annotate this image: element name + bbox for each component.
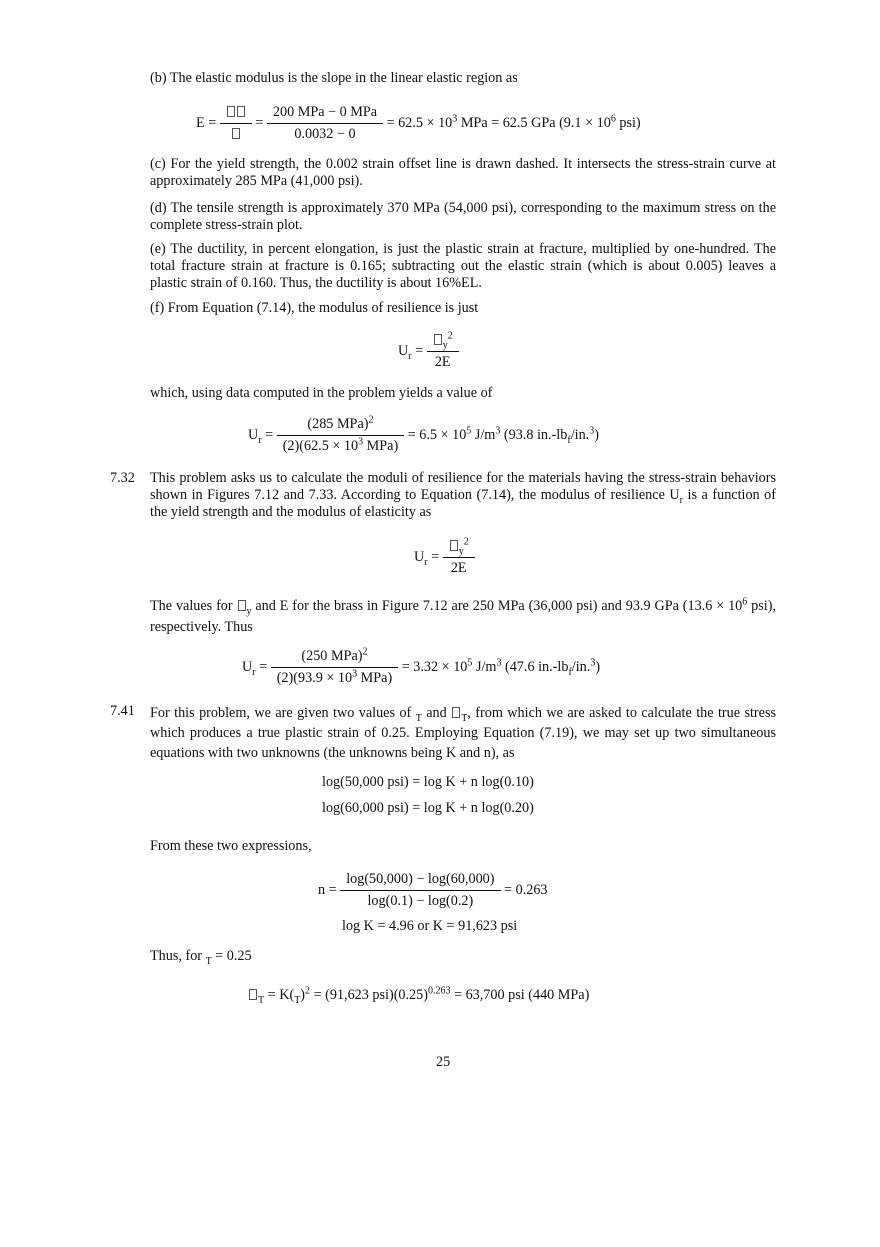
problem-number-7-41: 7.41	[110, 703, 135, 719]
missing-glyph-icon	[227, 106, 235, 117]
missing-glyph-icon	[450, 540, 458, 551]
para-7-32: This problem asks us to calculate the moduli of resilience for the materials having the stress-strain behaviors shown in Figures 7.12 and 7.33. According to Equation (7.14), the modulus of resilience $U_r$ is a function of the yield strength and the modulus of elasticity as	[150, 470, 777, 520]
problem-number-7-32: 7.32	[110, 470, 135, 486]
equation-resilience: $U_r$ = $\frac{_y^2}{2E}$	[398, 332, 459, 371]
missing-glyph-icon	[434, 334, 442, 345]
para-7-41: For this problem, we are given two values of $_T$ and $_T$, from which we are asked to calculate the true stress which produces a true plastic strain of 0.25. Employing Equation (7.19), we may set up two simultaneous equations with two unknowns (the unknowns being K and n), as	[150, 705, 776, 761]
page-number: 25	[436, 1054, 451, 1070]
para-b-intro: (b) The elastic modulus is the slope in the linear elastic region as	[150, 70, 518, 86]
para-e: (e) The ductility, in percent elongation, is just the plastic strain at fracture, multiplied by one-hundred. The total fracture strain at fracture is 0.165; subtracting out the elastic strain (which is about 0.005) leaves a plastic strain of 0.160. Thus, the ductility is about 16%EL.	[150, 241, 776, 291]
para-d: (d) The tensile strength is approximately 370 MPa (54,000 psi), corresponding to the maximum stress on the complete stress-strain plot.	[150, 200, 776, 233]
equation-brass-resilience: $U_r$ = $\frac{(250 MPa)^2}{(2)(93.9 \times 10^3 MPa)}$ = $3.32 \times 10^5$ $J/m^3$ (47.6 $in.-lb_f/in.^3$)	[242, 646, 601, 686]
fraction-symbolic	[220, 104, 252, 143]
missing-glyph-icon	[249, 989, 257, 1000]
para-7-32-values: The values for $_y$ and E for the brass in Figure 7.12 are 250 MPa (36,000 psi) and 93.9 GPa ($13.6 \times 10^6$ psi), respectively. Thus	[150, 596, 776, 635]
para-from-expressions: From these two expressions,	[150, 838, 312, 854]
equation-n: n = $\frac{\log(50,000) - \log(60,000)}{\log(0.1) - \log(0.2)}$ = 0.263	[318, 871, 548, 909]
missing-glyph-icon	[238, 600, 246, 611]
missing-glyph-icon	[232, 128, 240, 139]
equation-logk: log K = 4.96 or K = 91,623 psi	[342, 918, 518, 934]
equation-log-2: log(60,000 psi) = log K + n log(0.20)	[322, 800, 534, 816]
eq-rhs: = $62.5 \times 10^3$ MPa = 62.5 GPa ($9.1 \times 10^6$ psi)	[386, 113, 641, 131]
para-c: (c) For the yield strength, the 0.002 strain offset line is drawn dashed. It intersects the stress-strain curve at approximately 285 MPa (41,000 psi).	[150, 156, 776, 189]
eq-lhs: E =	[196, 114, 217, 131]
fraction-numeric: $\frac{\text{200 MPa − 0 MPa}}{0.0032 - 0}$	[267, 104, 383, 143]
para-f-intro: (f) From Equation (7.14), the modulus of resilience is just	[150, 300, 479, 316]
equation-log-1: log(50,000 psi) = log K + n log(0.10)	[322, 774, 534, 790]
equation-resilience-value: $U_r$ = $\frac{(285 MPa)^2}{(2)(62.5 \times 10^3 MPa)}$ = $6.5 \times 10^5$ $J/m^3$ (93.8 $in.-lb_f/in.^3$)	[248, 414, 599, 454]
missing-glyph-icon	[452, 707, 460, 718]
equation-final-stress: $_T = K(_T)^2 = (91,623$ $psi)(0.25)^{0.263} = 63,700$ psi (440 MPa)	[248, 987, 589, 1004]
equation-resilience-2: $U_r$ = $\frac{_y^2}{2E}$	[414, 538, 475, 577]
missing-glyph-icon	[237, 106, 245, 117]
equation-elastic-modulus: E = = $\frac{\text{200 MPa − 0 MPa}}{0.0032 - 0}$ = $62.5 \times 10^3$ MPa = 62.5 GPa ($9.1 \times 10^6$ psi)	[196, 104, 641, 142]
para-f-after: which, using data computed in the problem yields a value of	[150, 385, 493, 401]
para-thus: Thus, for $_T$ = 0.25	[150, 948, 252, 967]
